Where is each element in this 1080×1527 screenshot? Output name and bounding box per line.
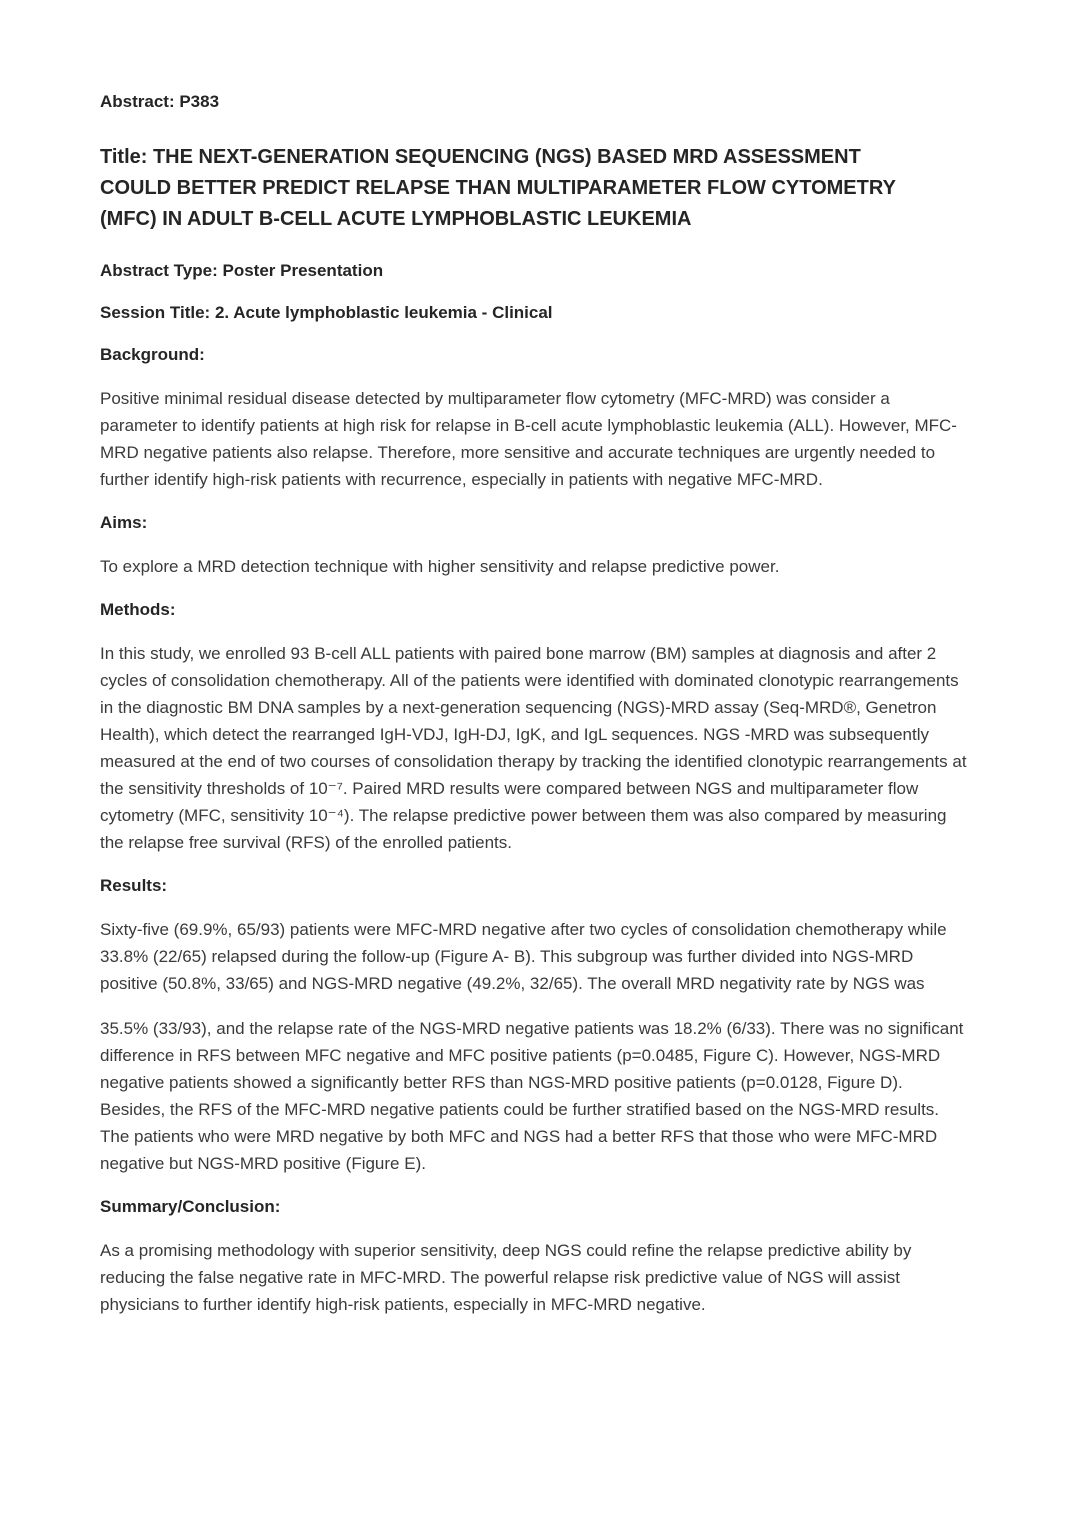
abstract-type: Abstract Type: Poster Presentation <box>100 261 384 280</box>
methods-heading: Methods: <box>100 600 176 619</box>
session-title: Session Title: 2. Acute lymphoblastic leukemia - Clinical <box>100 303 553 322</box>
aims-heading: Aims: <box>100 513 148 532</box>
results-paragraph-1: Sixty-five (69.9%, 65/93) patients were MFC-MRD negative after two cycles of consolidation chemotherapy while 33.8% (22/65) relapsed during the follow-up (Figure A- B). This subgroup was further divided into NGS-MRD positive (50.8%, 33/65) and NGS-MRD negative (49.2%, 32/65). The overall MRD negativity rate by NGS was <box>100 920 947 993</box>
abstract-id: Abstract: P383 <box>100 92 220 111</box>
background-paragraph: Positive minimal residual disease detected by multiparameter flow cytometry (MFC-MRD) was consider a parameter to identify patients at high risk for relapse in B-cell acute lymphoblastic leukemia (ALL). However, MFC-MRD negative patients also relapse. Therefore, more sensitive and accurate techniques are urgently needed to further identify high-risk patients with recurrence, especially in patients with negative MFC-MRD. <box>100 389 957 489</box>
section-results <box>100 874 968 1177</box>
summary-conclusion-heading: Summary/Conclusion: <box>100 1197 281 1216</box>
methods-paragraph: In this study, we enrolled 93 B-cell ALL patients with paired bone marrow (BM) samples at diagnosis and after 2 cycles of consolidation chemotherapy. All of the patients were identified with dominated clonotypic rearrangements in the diagnostic BM DNA samples by a next-generation sequencing (NGS)-MRD assay (Seq-MRD®, Genetron Health), which detect the rearranged IgH-VDJ, IgH-DJ, IgK, and IgL sequences. NGS -MRD was subsequently measured at the end of two courses of consolidation therapy by tracking the identified clonotypic rearrangements at the sensitivity thresholds of 10⁻⁷. Paired MRD results were compared between NGS and multiparameter flow cytometry (MFC, sensitivity 10⁻⁴). The relapse predictive power between them was also compared by measuring the relapse free survival (RFS) of the enrolled patients. <box>100 644 967 852</box>
results-heading: Results: <box>100 876 168 895</box>
summary-conclusion-paragraph: As a promising methodology with superior sensitivity, deep NGS could refine the relapse predictive ability by reducing the false negative rate in MFC-MRD. The powerful relapse risk predictive value of NGS will assist physicians to further identify high-risk patients, especially in MFC-MRD negative. <box>100 1241 912 1314</box>
section-summary-conclusion <box>100 1195 968 1318</box>
page-title: Title: THE NEXT-GENERATION SEQUENCING (NGS) BASED MRD ASSESSMENT COULD BETTER PREDICT RELAPSE THAN MULTIPARAMETER FLOW CYTOMETRY (MFC) IN ADULT B-CELL ACUTE LYMPHOBLASTIC LEUKEMIA <box>100 146 896 230</box>
background-heading: Background: <box>100 345 205 364</box>
results-paragraph-2: 35.5% (33/93), and the relapse rate of the NGS-MRD negative patients was 18.2% (6/33). There was no significant difference in RFS between MFC negative and MFC positive patients (p=0.0485, Figure C). However, NGS-MRD negative patients showed a significantly better RFS than NGS-MRD positive patients (p=0.0128, Figure D). Besides, the RFS of the MFC-MRD negative patients could be further stratified based on the NGS-MRD results. The patients who were MRD negative by both MFC and NGS had a better RFS that those who were MFC-MRD negative but NGS-MRD positive (Figure E). <box>100 1019 964 1173</box>
aims-paragraph: To explore a MRD detection technique with higher sensitivity and relapse predictive power. <box>100 557 780 576</box>
section-background <box>100 343 968 493</box>
section-aims <box>100 511 968 580</box>
section-methods <box>100 598 968 856</box>
